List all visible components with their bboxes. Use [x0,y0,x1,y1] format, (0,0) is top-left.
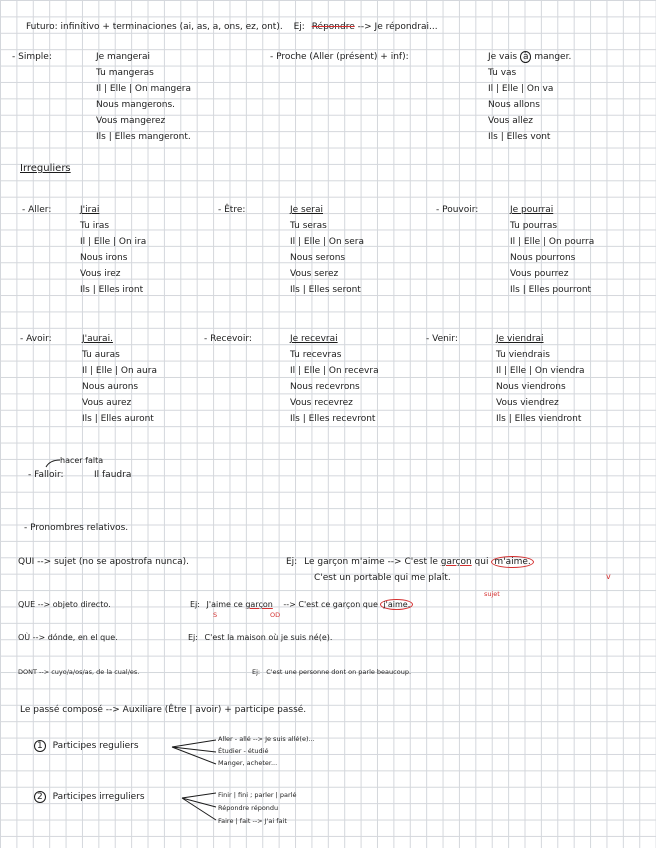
passe-irr-item: Répondre répondu [218,804,279,812]
futur-simple-form: Je mangerai [96,52,151,62]
recevoir-form: Nous recevrons [290,382,360,392]
aller-form: Nous irons [80,253,128,263]
pouvoir-label: - Pouvoir: [436,205,479,215]
futur-proche-form: Il | Elle | On va [488,84,554,94]
venir-forms [496,331,585,427]
pouvoir-form: Ils | Elles pourront [510,285,592,295]
dont-ex-prefix: Ej: [252,668,261,676]
recevoir-form: Vous recevrez [290,398,353,408]
venir-form: Ils | Elles viendront [496,414,582,424]
ou-ex: C'est la maison où je suis né(e). [204,633,333,642]
etre-form: Ils | Elles seront [290,285,361,295]
qui-example [286,557,534,568]
qui-example-2: C'est un portable qui me plaît. [314,573,451,583]
que-rule: QUE --> objeto directo. [18,600,111,609]
pouvoir-form: Tu pourras [510,221,558,231]
ou-example [188,632,332,643]
recevoir-form: Tu recevras [290,350,342,360]
futur-simple-form: Vous mangerez [96,116,166,126]
avoir-label: - Avoir: [20,334,52,344]
avoir-form: Il | Elle | On aura [82,366,157,376]
passe-irr-items [218,789,297,828]
que-ex-a: J'aime ce [206,600,243,609]
passe-reg-brace [170,738,220,768]
passe-reg-label: Participes reguliers [52,741,139,751]
futur-proche-label: - Proche (Aller (présent) + inf): [270,52,409,62]
passe-irr [34,792,145,803]
aller-form: Vous irez [80,269,121,279]
venir-form: Il | Elle | On viendra [496,366,585,376]
futur-simple-label: - Simple: [12,52,52,62]
futur-simple-form: Ils | Elles mangeront. [96,132,191,142]
que-sujet-mark: sujet [484,590,500,598]
venir-label: - Venir: [426,334,458,344]
recevoir-form: Je recevrai [290,334,338,344]
recevoir-forms [290,331,379,427]
venir-form: Nous viendrons [496,382,566,392]
passe-reg-item: Étudier - étudié [218,747,269,755]
avoir-form: Ils | Elles auront [82,414,154,424]
falloir-note: hacer falta [60,456,104,465]
falloir-note-stroke [44,458,64,468]
recevoir-form: Il | Elle | On recevra [290,366,379,376]
aller-form: Il | Elle | On ira [80,237,147,247]
avoir-forms [82,331,157,427]
que-ex-result: C'est ce garçon que [298,600,378,609]
passe-reg-item: Aller - allé --> Je suis allé(e)... [218,735,315,743]
recevoir-form: Ils | Elles recevront [290,414,376,424]
futur-example-verb: Répondre [311,22,355,32]
qui-ex-arrow: --> [387,557,402,567]
qui-ex-garcon: garçon [440,557,472,567]
futur-proche-form: Tu vas [488,68,517,78]
dont-example [252,667,411,678]
ou-ex-prefix: Ej: [188,633,198,642]
pouvoir-forms [510,202,594,298]
passe-reg-number: 1 [34,740,46,752]
futur-simple-form: Tu mangeras [96,68,154,78]
etre-forms [290,202,364,298]
pronoms-heading: - Pronombres relativos. [24,523,129,533]
que-ex-garcon: garçon [245,600,273,609]
falloir-label: - Falloir: [28,470,64,480]
venir-form: Tu viendrais [496,350,550,360]
etre-form: Tu seras [290,221,327,231]
que-ex-arrow: --> [283,600,296,609]
futur-simple-forms [96,49,191,145]
venir-form: Vous viendrez [496,398,559,408]
pouvoir-form: Il | Elle | On pourra [510,237,595,247]
passe-reg-items [218,733,315,769]
futur-proche-form: Nous allons [488,100,540,110]
pouvoir-form: Nous pourrons [510,253,576,263]
que-ex-end: j'aime. [380,599,413,610]
avoir-form: Vous aurez [82,398,132,408]
etre-label: - Être: [218,205,246,215]
que-ex-prefix: Ej: [190,600,200,609]
passe-irr-brace [180,790,220,824]
venir-form: Je viendrai [496,334,544,344]
etre-form: Vous serez [290,269,339,279]
futur-example-arrow: --> [357,22,372,32]
recevoir-label: - Recevoir: [204,334,252,344]
qui-ex-prefix: Ej: [286,557,298,567]
aller-form: J'irai [80,205,100,215]
futur-example-result: Je répondrai... [374,22,438,32]
dont-rule: DONT --> cuyo/a/os/as, de la cual/es. [18,668,140,676]
que-example [190,599,413,610]
avoir-form: Nous aurons [82,382,139,392]
futur-proche-circle: à [520,51,532,63]
passe-irr-item: Finir | fini ; parler | parlé [218,791,297,799]
futur-proche-form: Je vais à manger. [488,52,572,62]
futur-title: Futuro: infinitivo + terminaciones (ai, as, a, ons, ez, ont). [26,22,283,32]
pouvoir-form: Je pourrai [510,205,554,215]
qui-ex-result: C'est le [404,557,438,567]
dont-ex: C'est une personne dont on parle beaucoup. [266,668,412,676]
passe-irr-item: Faire | fait --> J'ai fait [218,817,287,825]
qui-ex-qui: qui [474,557,489,567]
futur-proche-forms [488,49,571,145]
passe-reg [34,741,139,752]
passe-heading: Le passé composé --> Auxiliare (Être | avoir) + participe passé. [20,705,307,715]
falloir-form: Il faudra [94,470,132,480]
futur-proche-form: Ils | Elles vont [488,132,551,142]
pouvoir-form: Vous pourrez [510,269,569,279]
que-s-mark: S [213,611,218,619]
futur-simple-form: Il | Elle | On mangera [96,84,191,94]
etre-form: Il | Elle | On sera [290,237,364,247]
passe-reg-item: Manger, acheter... [218,759,278,767]
aller-forms [80,202,146,298]
qui-check-mark: v [606,572,611,581]
futur-simple-form: Nous mangerons. [96,100,175,110]
avoir-form: Tu auras [82,350,120,360]
aller-form: Tu iras [80,221,110,231]
etre-form: Nous serons [290,253,346,263]
que-od-mark: OD [270,611,281,619]
futur-proche-form: Vous allez [488,116,533,126]
passe-irr-number: 2 [34,791,46,803]
qui-ex1: Le garçon m'aime [304,557,385,567]
passe-irr-label: Participes irreguliers [52,792,145,802]
qui-ex-maime: m'aime. [491,556,533,568]
futur-example-prefix: Ej: [293,22,305,32]
aller-form: Ils | Elles iront [80,285,144,295]
avoir-form: J'aurai. [82,334,113,344]
qui-rule: QUI --> sujet (no se apostrofa nunca). [18,557,190,567]
irreguliers-heading: Irreguliers [20,163,71,174]
etre-form: Je serai [290,205,323,215]
ou-rule: OÙ --> dónde, en el que. [18,633,118,642]
aller-label: - Aller: [22,205,52,215]
